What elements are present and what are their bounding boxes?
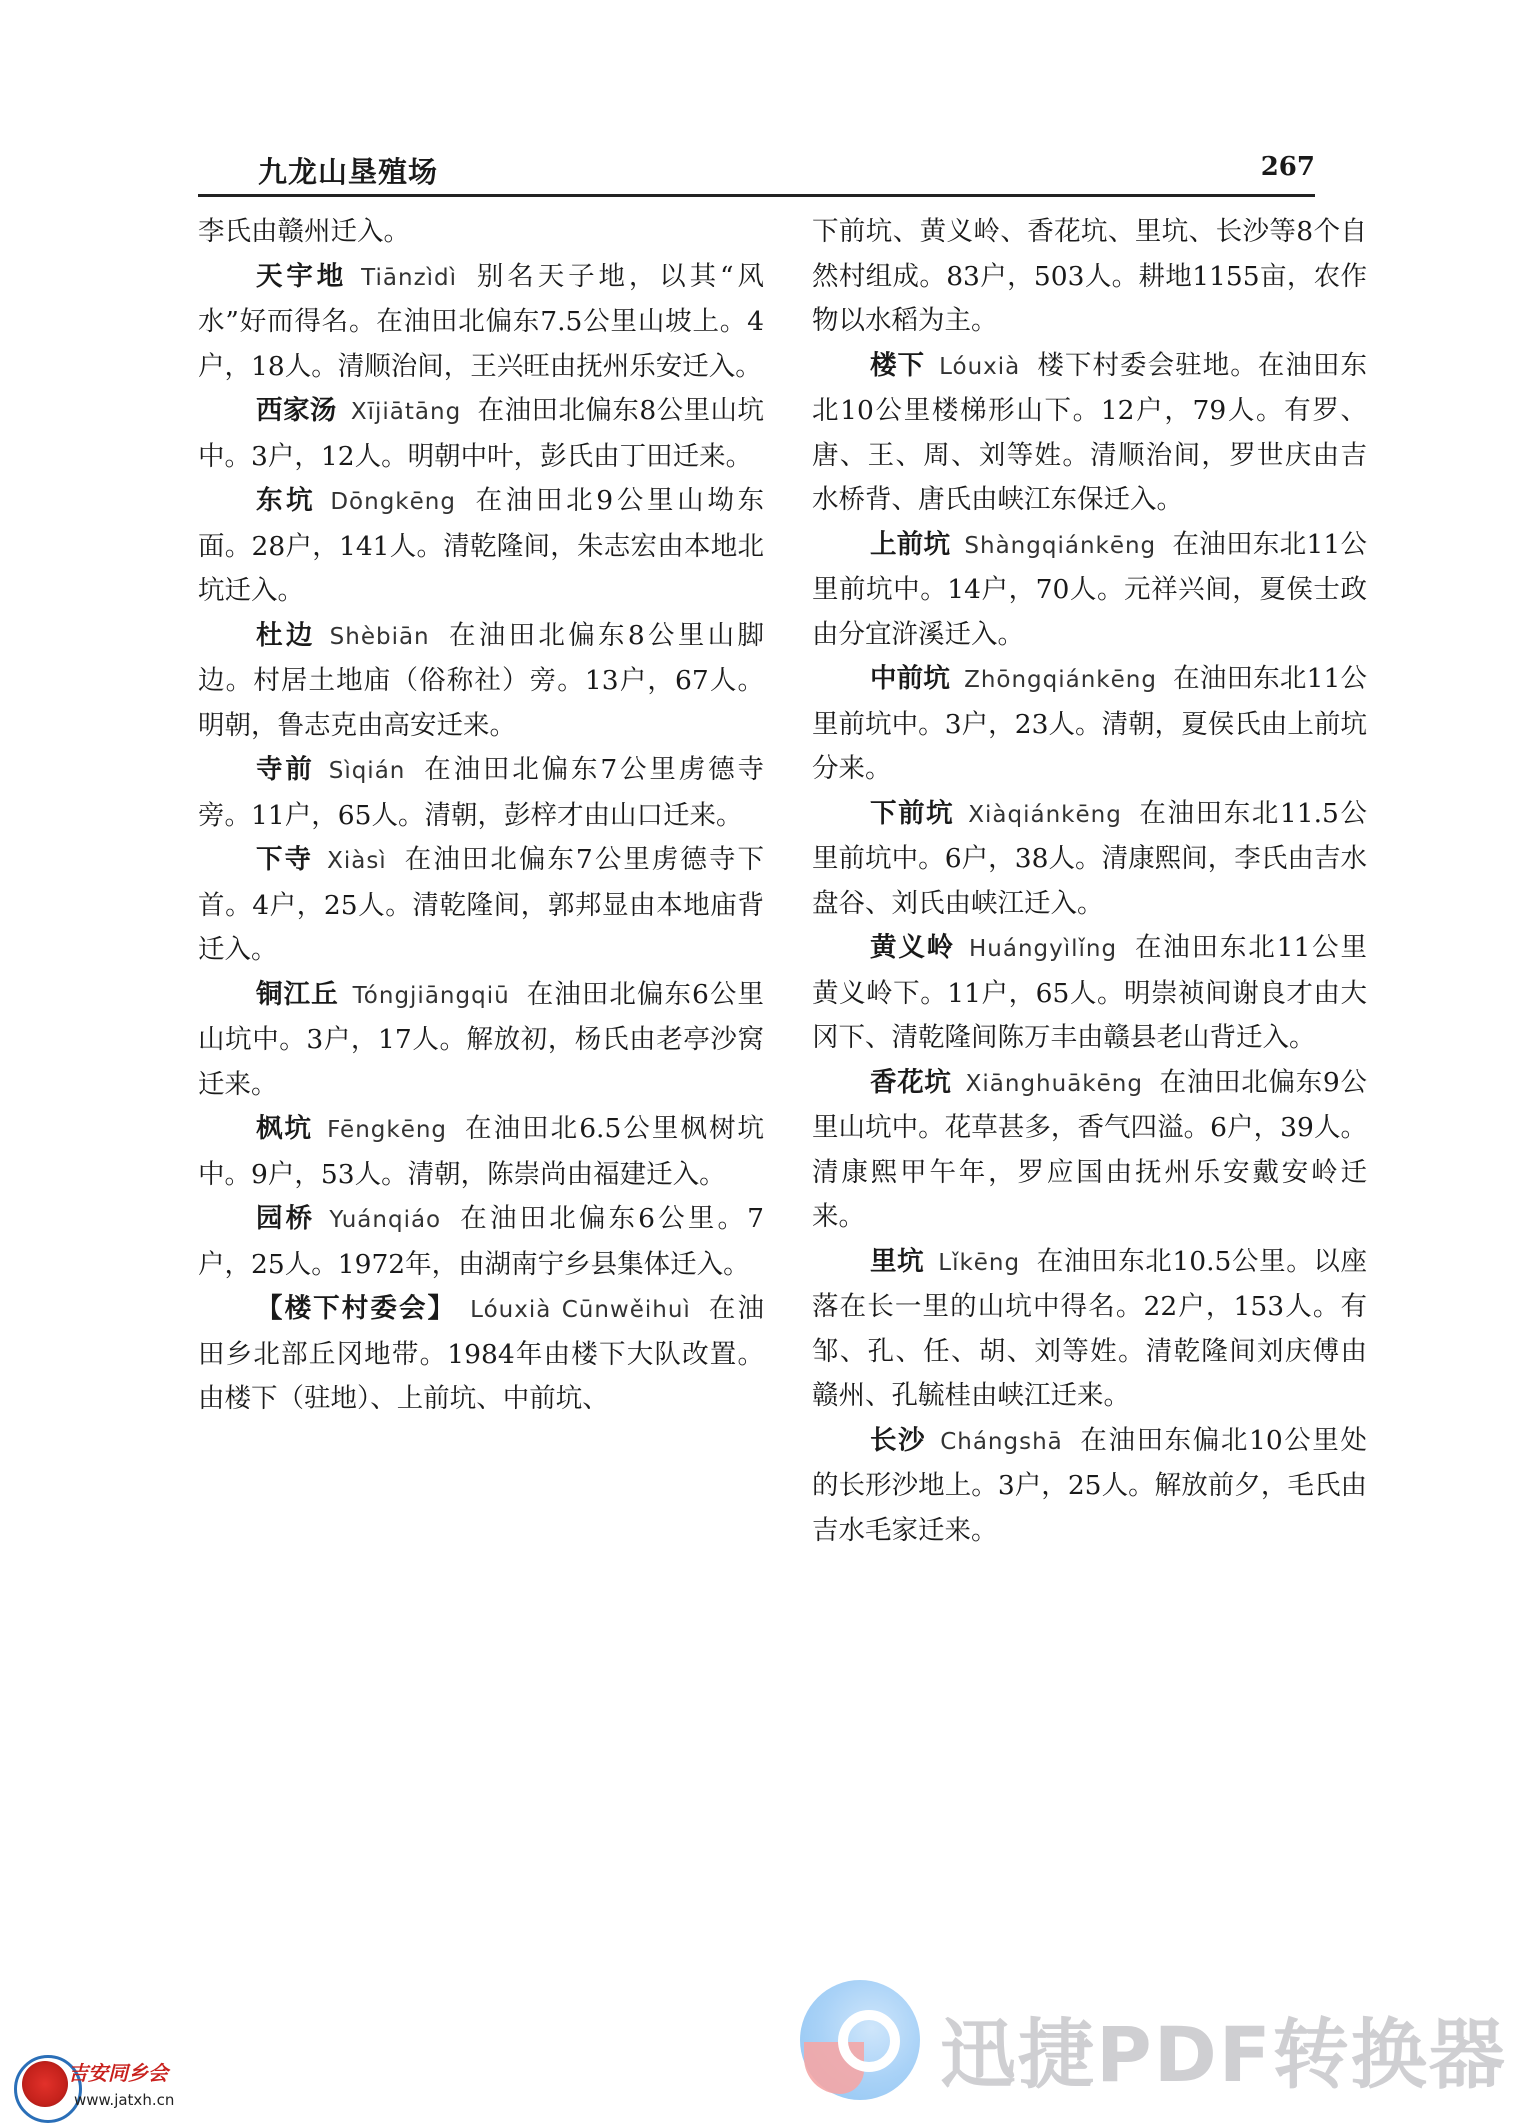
entry-louxia bbox=[812, 344, 1367, 523]
entry-text: 在油田北偏东6公里山坑中。3户，17人。解放初，杨氏由老亭沙窝迁来。 bbox=[198, 978, 764, 1100]
entry-zhongqiankeng bbox=[812, 657, 1367, 792]
entry-name: 【楼下村委会】 bbox=[256, 1293, 457, 1324]
entry-name: 寺前 bbox=[256, 754, 315, 785]
entry-yuanqiao bbox=[198, 1197, 764, 1287]
entry-name: 铜江丘 bbox=[256, 978, 339, 1010]
entry-name: 里坑 bbox=[870, 1245, 925, 1277]
entry-name: 天宇地 bbox=[256, 260, 348, 292]
converter-logo-icon bbox=[800, 1980, 920, 2100]
site-name: 吉安同乡会 bbox=[68, 2061, 168, 2085]
paragraph: 李氏由赣州迁入。 bbox=[198, 216, 410, 247]
entry-tianzidi bbox=[198, 255, 764, 390]
site-watermark bbox=[8, 2055, 188, 2121]
entry-pinyin: Shàngqiánkēng bbox=[964, 532, 1157, 559]
entry-pinyin: Fēngkēng bbox=[327, 1117, 448, 1143]
entry-xianghuakeng bbox=[812, 1061, 1367, 1240]
entry-name: 下前坑 bbox=[870, 797, 955, 829]
entry-pinyin: Dōngkēng bbox=[330, 489, 456, 515]
entry-siqian bbox=[198, 748, 764, 838]
entry-pinyin: Chángshā bbox=[940, 1428, 1063, 1455]
entry-louxia-committee bbox=[198, 1287, 764, 1422]
entry-pinyin: Xiānghuākēng bbox=[965, 1070, 1143, 1097]
entry-xijiatang bbox=[198, 389, 764, 479]
entry-dongkeng bbox=[198, 479, 764, 614]
entry-text: 在油田北6.5公里枫树坑中。9户，53人。清朝，陈崇尚由福建迁入。 bbox=[198, 1113, 765, 1190]
entry-shebian bbox=[198, 614, 764, 749]
entry-likeng bbox=[812, 1240, 1367, 1419]
entry-name: 黄义岭 bbox=[870, 932, 955, 963]
entry-text: 在油田乡北部丘冈地带。1984年由楼下大队改置。由楼下（驻地）、上前坑、中前坑、 bbox=[198, 1293, 765, 1414]
logo-ring bbox=[838, 2010, 900, 2072]
entry-name: 下寺 bbox=[256, 844, 314, 875]
entry-pinyin: Tiānzìdì bbox=[361, 264, 458, 291]
entry-fengkeng bbox=[198, 1107, 764, 1197]
entry-name: 上前坑 bbox=[870, 528, 951, 560]
entry-huangyiling bbox=[812, 926, 1367, 1061]
entry-pinyin: Shèbiān bbox=[329, 623, 430, 650]
entry-text: 在油田东北11公里前坑中。3户，23人。清朝，夏侯氏由上前坑分来。 bbox=[812, 663, 1367, 784]
entry-pinyin: Zhōngqiánkēng bbox=[964, 667, 1157, 693]
entry-xiasi bbox=[198, 838, 764, 973]
entry-pinyin: Huángyìlǐng bbox=[969, 936, 1118, 962]
entry-text: 在油田东北10.5公里。以座落在长一里的山坑中得名。22户，153人。有邹、孔、任、胡、刘等姓。清乾隆间刘庆傅由赣州、孔毓桂由峡江迁来。 bbox=[812, 1245, 1367, 1411]
converter-watermark-text: 迅捷PDF转换器 bbox=[940, 2010, 1507, 2099]
entry-pinyin: Xījiātāng bbox=[350, 399, 462, 425]
entry-pinyin: Lóuxià Cūnwěihuì bbox=[470, 1297, 691, 1323]
entry-tongjiangqiu bbox=[198, 973, 764, 1108]
seal-icon bbox=[22, 2061, 68, 2107]
entry-text: 在油田东北11公里前坑中。14户，70人。元祥兴间，夏侯士政由分宜浒溪迁入。 bbox=[812, 528, 1367, 650]
entry-xiaqiankeng bbox=[812, 792, 1367, 927]
entry-name: 中前坑 bbox=[870, 663, 951, 694]
entry-text: 楼下村委会驻地。在油田东北10公里楼梯形山下。12户，79人。有罗、唐、王、周、刘等姓。清顺治间，罗世庆由吉水桥背、唐氏由峡江东保迁入。 bbox=[812, 349, 1368, 515]
entry-shangqiankeng bbox=[812, 523, 1367, 658]
entry-pinyin: Xiàsì bbox=[327, 848, 387, 874]
entry-text: 在油田北偏东6公里。7户，25人。1972年，由湖南宁乡县集体迁入。 bbox=[198, 1203, 765, 1280]
entry-text: 在油田北9公里山坳东面。28户，141人。清乾隆间，朱志宏由本地北坑迁入。 bbox=[198, 485, 764, 606]
entry-text: 别名天子地，以其“风水”好而得名。在油田北偏东7.5公里山坡上。4户，18人。清顺治间，王兴旺由抚州乐安迁入。 bbox=[198, 260, 764, 382]
entry-name: 东坑 bbox=[256, 485, 317, 516]
entry-name: 楼下 bbox=[870, 349, 926, 381]
entry-name: 枫坑 bbox=[256, 1113, 314, 1144]
entry-text: 在油田北偏东7公里虏德寺旁。11户，65人。清朝，彭梓才由山口迁来。 bbox=[198, 754, 764, 831]
entry-pinyin: Yuánqiáo bbox=[329, 1207, 442, 1233]
entry-changsha bbox=[812, 1419, 1367, 1554]
entry-name: 杜边 bbox=[256, 619, 316, 651]
right-column bbox=[812, 210, 1367, 1553]
page-header bbox=[198, 150, 1315, 197]
entry-pinyin: Sìqián bbox=[328, 758, 406, 784]
converter-watermark bbox=[800, 1980, 1507, 2110]
entry-text: 在油田北偏东8公里山坑中。3户，12人。明朝中叶，彭氏由丁田迁来。 bbox=[198, 395, 764, 472]
paragraph: 下前坑、黄义岭、香花坑、里坑、长沙等8个自然村组成。83户，503人。耕地1155亩，农作物以水稻为主。 bbox=[812, 216, 1367, 336]
entry-text: 在油田东北11.5公里前坑中。6户，38人。清康熙间，李氏由吉水盘谷、刘氏由峡江迁入。 bbox=[812, 797, 1367, 919]
entry-name: 香花坑 bbox=[870, 1066, 952, 1098]
entry-name: 西家汤 bbox=[256, 395, 337, 426]
entry-text: 在油田北偏东7公里虏德寺下首。4户，25人。清乾隆间，郭邦显由本地庙背迁入。 bbox=[198, 844, 764, 965]
entry-text: 在油田东偏北10公里处的长形沙地上。3户，25人。解放前夕，毛氏由吉水毛家迁来。 bbox=[812, 1424, 1367, 1546]
entry-pinyin: Tóngjiāngqiū bbox=[352, 982, 510, 1009]
site-url: www.jatxh.cn bbox=[74, 2091, 175, 2109]
entry-name: 长沙 bbox=[870, 1424, 927, 1456]
left-column bbox=[198, 210, 764, 1422]
entry-text: 在油田东北11公里黄义岭下。11户，65人。明崇祯间谢良才由大冈下、清乾隆间陈万丰由赣县老山背迁入。 bbox=[812, 932, 1367, 1053]
entry-name: 园桥 bbox=[256, 1203, 316, 1234]
entry-text: 在油田北偏东9公里山坑中。花草甚多，香气四溢。6户，39人。清康熙甲午年，罗应国由抚州乐安戴安岭迁来。 bbox=[812, 1066, 1367, 1232]
entry-pinyin: Lǐkēng bbox=[938, 1249, 1021, 1276]
header-title: 九龙山垦殖场 bbox=[258, 155, 439, 189]
page-number: 267 bbox=[1260, 152, 1315, 182]
entry-pinyin: Xiàqiánkēng bbox=[968, 801, 1122, 828]
entry-text: 在油田北偏东8公里山脚边。村居土地庙（俗称社）旁。13户，67人。明朝，鲁志克由高安迁来。 bbox=[198, 619, 764, 741]
entry-pinyin: Lóuxià bbox=[939, 353, 1021, 380]
